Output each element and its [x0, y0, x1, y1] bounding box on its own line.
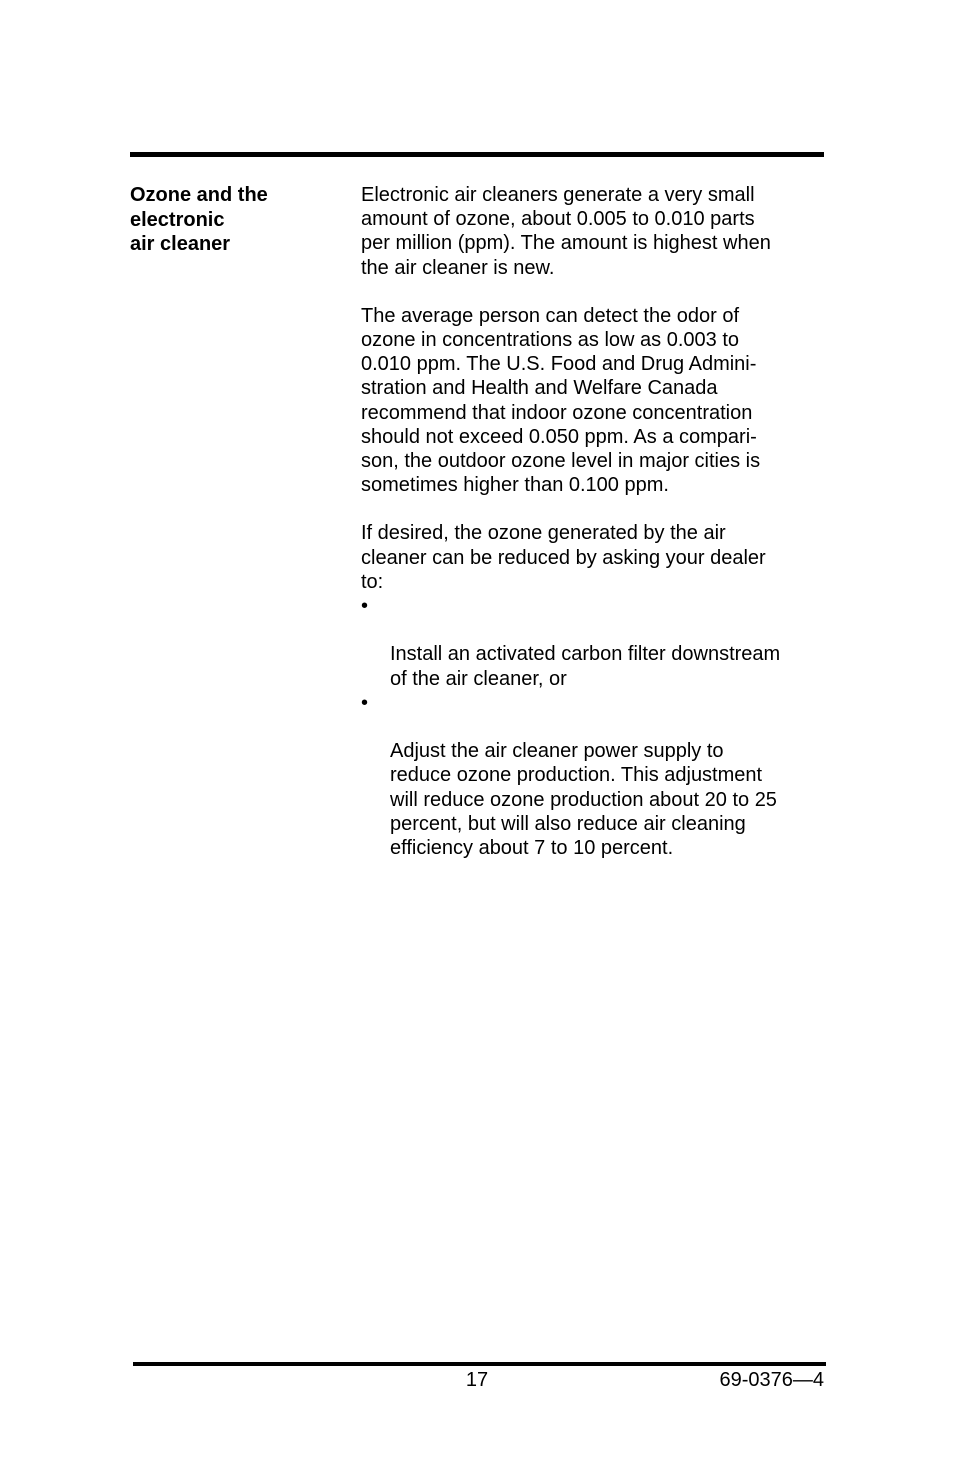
bullet-icon: •	[361, 691, 369, 714]
list-item	[361, 594, 821, 691]
section-heading	[130, 183, 330, 257]
heading-line: electronic	[130, 208, 225, 231]
page-number: 17	[465, 1369, 489, 1391]
top-rule	[130, 152, 824, 157]
heading-line: Ozone and the	[130, 184, 268, 206]
bullet-icon: •	[361, 595, 369, 618]
section-body	[361, 183, 821, 860]
list-item	[361, 691, 821, 860]
bullet-list	[361, 594, 821, 860]
bottom-rule	[133, 1362, 826, 1366]
paragraph-ozone-reduction: If desired, the ozone generated by the air cleaner can be reduced by asking your dealer to:	[361, 522, 766, 593]
heading-line: air cleaner	[130, 233, 231, 255]
list-item-text: Adjust the air cleaner power supply to reduce ozone production. This adjustment will reduce ozone production about 20 to 25 percent, but will also reduce air cleaning efficiency about 7 to 10 percent.	[390, 740, 777, 860]
paragraph-ozone-detection: The average person can detect the odor of ozone in concentrations as low as 0.003 to 0.010 ppm. The U.S. Food and Drug Admini- stration and Health and Welfare Canada recommend that indoor ozone concentration should not exceed 0.050 ppm. As a compari- son, the outdoor ozone level in major cities is sometimes higher than 0.100 ppm.	[361, 304, 761, 497]
doc-number: 69-0376—4	[719, 1369, 824, 1391]
paragraph-ozone-generation: Electronic air cleaners generate a very small amount of ozone, about 0.005 to 0.010 parts per million (ppm). The amount is highest when the air cleaner is new.	[361, 184, 771, 279]
list-item-text: Install an activated carbon filter downstream of the air cleaner, or	[390, 643, 781, 690]
